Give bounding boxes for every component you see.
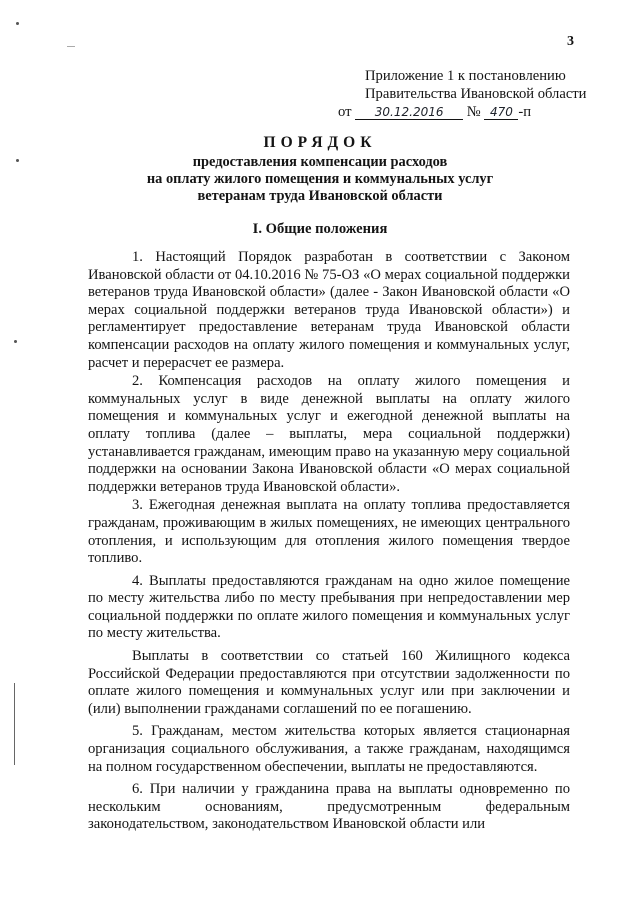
appendix-line1: Приложение 1 к постановлению (365, 68, 566, 84)
title-heading: ПОРЯДОК (263, 134, 377, 151)
title-line3: ветеранам труда Ивановской области (197, 188, 443, 204)
handwritten-date: 30.12.2016 (355, 105, 463, 120)
paragraph-4-continued: Выплаты в соответствии со статьей 160 Жилищного кодекса Российской Федерации предоставляются при отсутствии задолженности по оплате жилого помещения и коммунальных услуг или при заключении и (или) выполнении гражданами соглашений по ее погашению. (88, 648, 570, 717)
paragraph-6: 6. При наличии у гражданина права на выплаты одновременно по нескольким основаниям, предусмотренным федеральным законодательством, законодательством Ивановской области или (88, 781, 570, 833)
document-body (88, 249, 570, 835)
scan-dot (16, 22, 19, 25)
paragraph-3: 3. Ежегодная денежная выплата на оплату топлива предоставляется гражданам, проживающим в жилых помещениях, не имеющих центрального отопления, и использующим для отопления жилого помещения твердое топливо. (88, 497, 570, 567)
title-line2: на оплату жилого помещения и коммунальных услуг (146, 171, 494, 187)
number-suffix: -п (518, 104, 532, 120)
title-line1: предоставления компенсации расходов (192, 154, 448, 170)
paragraph-1: 1. Настоящий Порядок разработан в соответствии с Законом Ивановской области от 04.10.2016 № 75-ОЗ «О мерах социальной поддержки ветеранов труда Ивановской области» (далее - Закон Ивановской области «О мерах социальной поддержки ветеранов труда Ивановской области») и регламентирует предоставление ветеранам труда Ивановской области компенсации расходов на оплату жилого помещения и коммунальных услуг, расчет и перерасчет ее размера. (88, 249, 570, 371)
scan-dot (67, 46, 75, 47)
paragraph-2: 2. Компенсация расходов на оплату жилого помещения и коммунальных услуг в виде денежной выплаты на оплату жилого помещения и коммунальных услуг и ежегодной денежной выплаты на оплату топлива (далее – выплаты, мера социальной поддержки) устанавливается гражданам, имеющим право на указанную меру социальной поддержки на основании Закона Ивановской области «О мерах социальной поддержки ветеранов труда Ивановской области». (88, 373, 570, 495)
handwritten-number: 470 (484, 105, 518, 120)
date-prefix: от (338, 104, 352, 120)
appendix-line2: Правительства Ивановской области (365, 86, 587, 102)
section-heading: I. Общие положения (252, 221, 388, 237)
appendix-block (338, 67, 587, 121)
appendix-date-line (338, 103, 578, 121)
document-title (0, 132, 640, 205)
page-number: 3 (567, 34, 574, 49)
scan-dot (14, 340, 17, 343)
paragraph-5: 5. Гражданам, местом жительства которых является стационарная организация социального обслуживания, а также гражданам, находящимся на полном государственном обеспечении, выплаты не предоставляются. (88, 723, 570, 775)
number-prefix: № (466, 104, 481, 120)
scan-line (14, 683, 15, 765)
paragraph-4: 4. Выплаты предоставляются гражданам на одно жилое помещение по месту жительства либо по месту пребывания при непредоставлении мер социальной поддержки по оплате жилого помещения и коммунальных услуг по месту жительства. (88, 572, 570, 642)
